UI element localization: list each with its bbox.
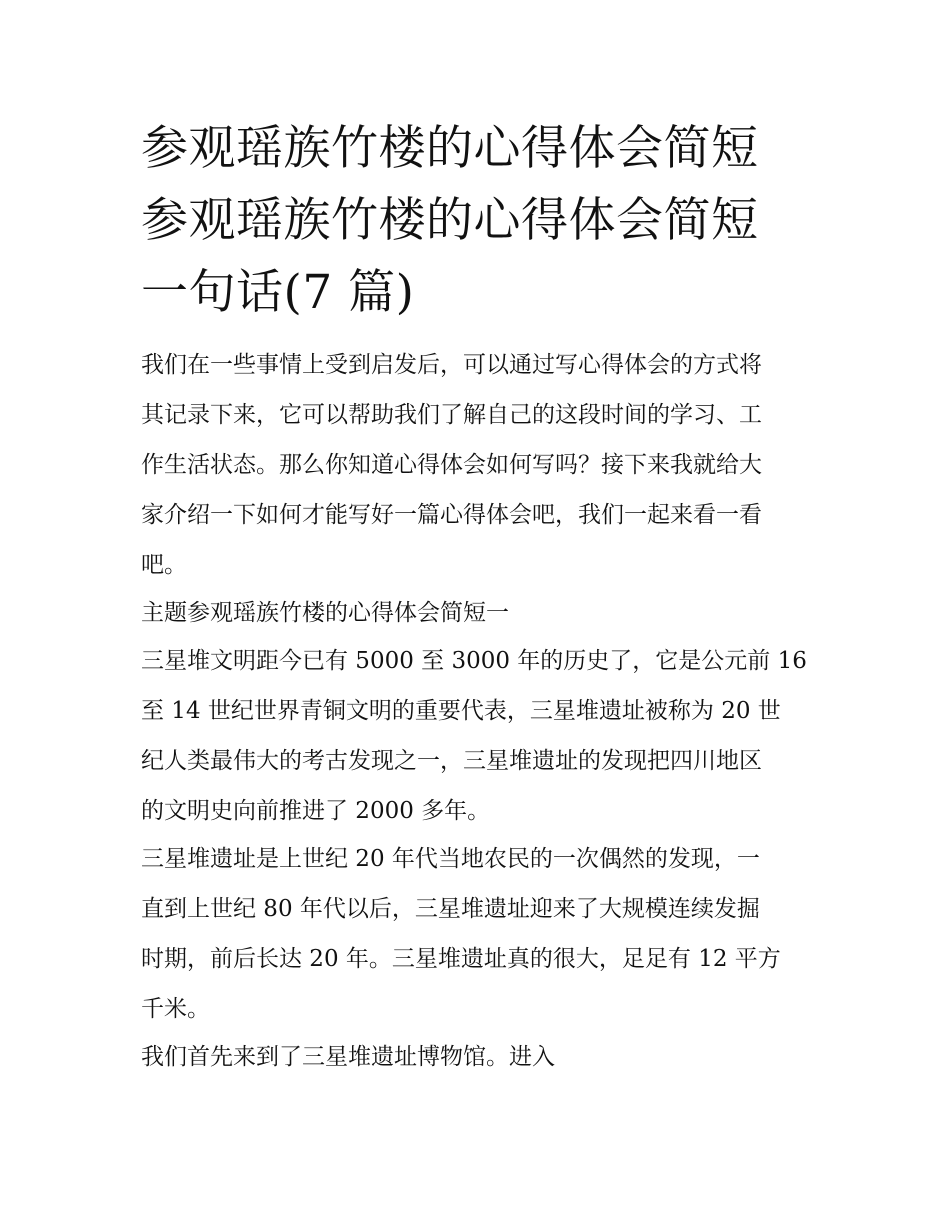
text-line: 其记录下来，它可以帮助我们了解自己的这段时间的学习、工: [141, 402, 762, 428]
text-line: 家介绍一下如何才能写好一篇心得体会吧，我们一起来看一看: [141, 502, 762, 528]
title-line: 一句话(7 篇): [141, 265, 415, 320]
body-paragraph: [141, 841, 813, 1027]
title-line: 参观瑶族竹楼的心得体会简短: [141, 193, 759, 248]
document-content: [141, 113, 813, 1087]
document-body: [141, 347, 813, 1075]
text-line: 主题参观瑶族竹楼的心得体会简短一: [141, 600, 509, 626]
text-line: 至 14 世纪世界青铜文明的重要代表，三星堆遗址被称为 20 世: [141, 698, 781, 724]
text-line: 作生活状态。那么你知道心得体会如何写吗？接下来我就给大: [141, 452, 762, 478]
text-line: 三星堆文明距今已有 5000 至 3000 年的历史了，它是公元前 16: [141, 648, 807, 674]
text-line: 的文明史向前推进了 2000 多年。: [141, 798, 491, 824]
body-paragraph: [141, 1039, 813, 1075]
text-line: 时期，前后长达 20 年。三星堆遗址真的很大，足足有 12 平方: [141, 946, 781, 972]
document-title: [141, 113, 813, 329]
text-line: 我们在一些事情上受到启发后，可以通过写心得体会的方式将: [141, 352, 762, 378]
text-line: 直到上世纪 80 年代以后，三星堆遗址迎来了大规模连续发掘: [141, 896, 760, 922]
section-heading-paragraph: [141, 595, 813, 631]
title-line: 参观瑶族竹楼的心得体会简短: [141, 121, 759, 176]
text-line: 纪人类最伟大的考古发现之一，三星堆遗址的发现把四川地区: [141, 748, 762, 774]
text-line: 吧。: [141, 552, 187, 578]
text-line: 千米。: [141, 996, 210, 1022]
intro-paragraph: [141, 347, 813, 583]
text-line: 三星堆遗址是上世纪 20 年代当地农民的一次偶然的发现，一: [141, 846, 760, 872]
text-line: 我们首先来到了三星堆遗址博物馆。进入: [141, 1044, 555, 1070]
body-paragraph: [141, 643, 813, 829]
